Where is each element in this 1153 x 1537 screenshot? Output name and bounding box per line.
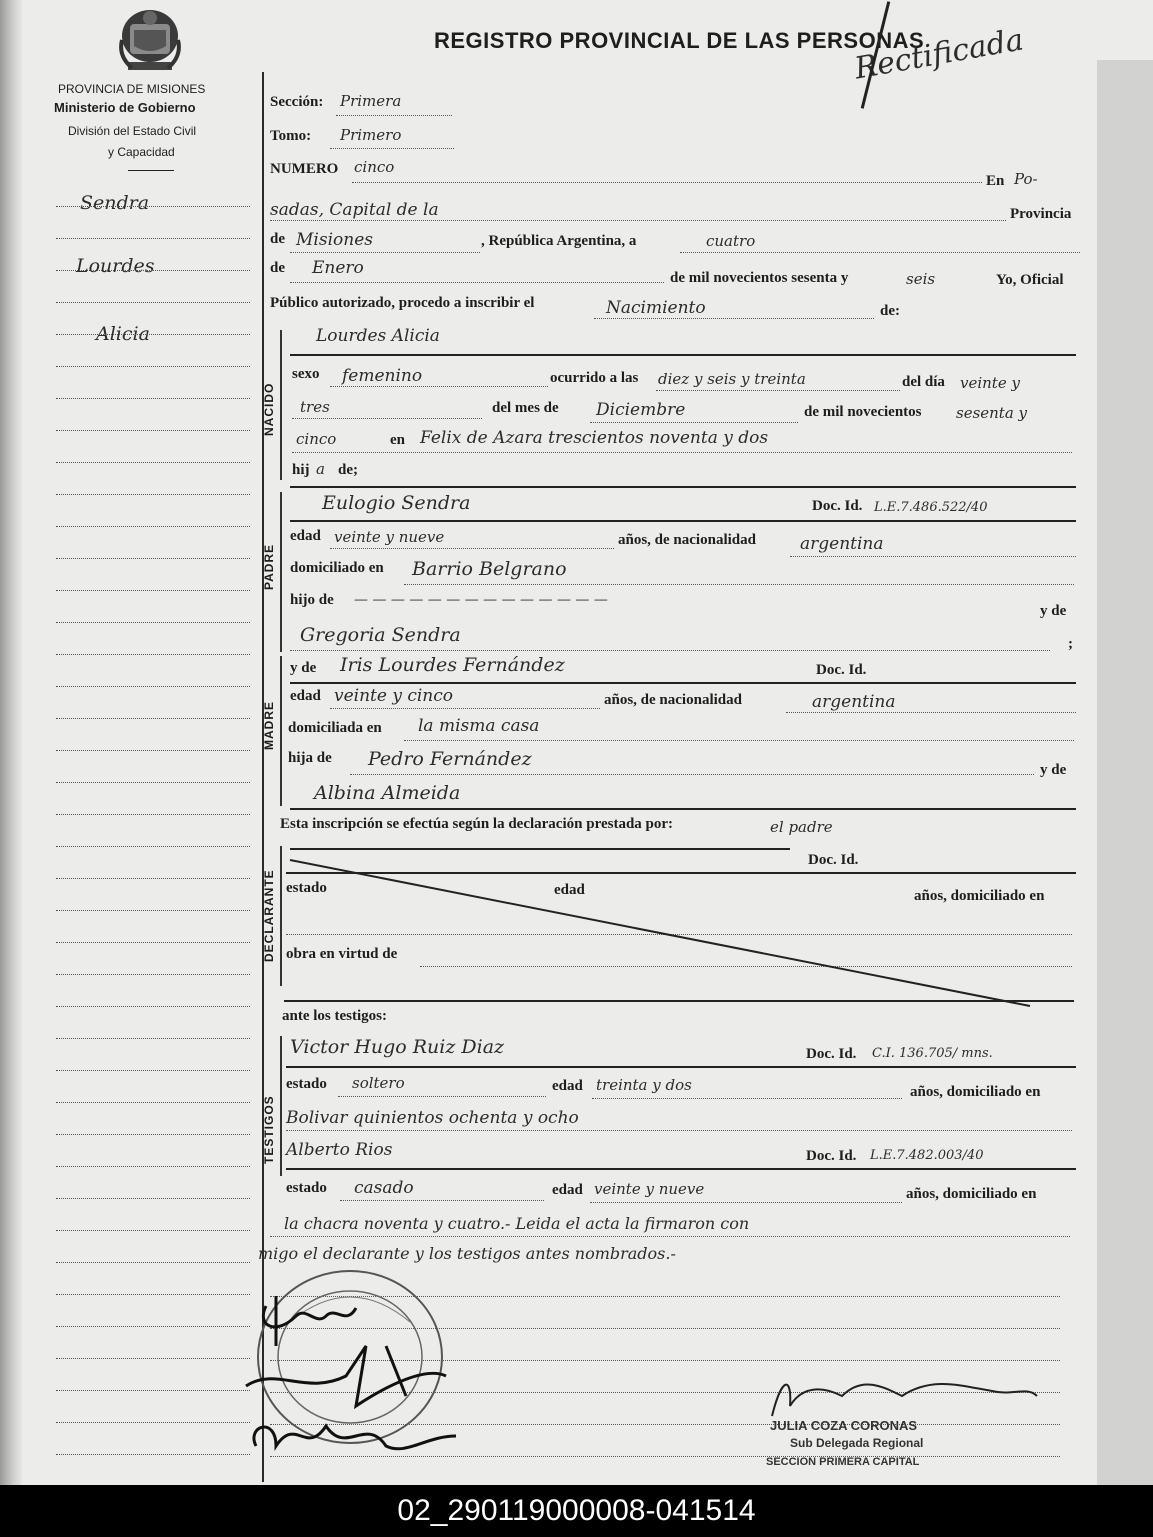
- month-value: Enero: [312, 258, 364, 278]
- registry-title: REGISTRO PROVINCIAL DE LAS PERSONAS: [434, 28, 925, 53]
- stamp-line-2: Sub Delegada Regional: [790, 1436, 924, 1450]
- binding-fold: [0, 0, 22, 1485]
- margin-rule: [56, 910, 250, 911]
- anio2-value: cinco: [296, 430, 337, 448]
- province-value: Misiones: [296, 230, 373, 250]
- margin-rule: [56, 686, 250, 687]
- padre-domicilio-label: domiciliado en: [290, 560, 384, 576]
- testigo2-estado-value: casado: [354, 1178, 414, 1198]
- agency-line-3: División del Estado Civil: [68, 124, 197, 138]
- madre-edad-value: veinte y cinco: [334, 686, 454, 706]
- margin-rule: [56, 814, 250, 815]
- stamp-line-1: JULIA COZA CORONAS: [770, 1418, 918, 1433]
- margin-rule: [56, 750, 250, 751]
- header-rule: [128, 170, 174, 171]
- declarante-section-label: DECLARANTE: [262, 869, 276, 962]
- margin-rule: [56, 622, 250, 623]
- declarante-edad-label: edad: [554, 882, 585, 898]
- declarante-doc-label: Doc. Id.: [808, 852, 859, 868]
- margin-rule: [56, 1422, 250, 1423]
- margin-rule: [56, 1262, 250, 1263]
- day-value: cuatro: [706, 232, 756, 250]
- testigo2-domicilio: la chacra noventa y cuatro.- Leida el acta la firmaron con: [284, 1214, 750, 1233]
- sexo-value: femenino: [342, 366, 423, 386]
- page-edge: [1097, 60, 1153, 1485]
- margin-rule: [56, 302, 250, 303]
- margin-rule: [56, 1038, 250, 1039]
- madre-domicilio-label: domiciliada en: [288, 720, 382, 736]
- testigo2-anios-label: años, domiciliado en: [906, 1186, 1037, 1202]
- margin-rule: [56, 1454, 250, 1455]
- margin-rule: [56, 1230, 250, 1231]
- closing-line: migo el declarante y los testigos antes nombrados.-: [258, 1244, 676, 1263]
- en-label: En: [986, 173, 1005, 189]
- testigo1-anios-label: años, domiciliado en: [910, 1084, 1041, 1100]
- padre-doc-label: Doc. Id.: [812, 498, 863, 514]
- rectificada-annotation: Rectificada: [852, 22, 1027, 87]
- testigo1-doc-label: Doc. Id.: [806, 1046, 857, 1062]
- dia2-value: tres: [300, 398, 330, 416]
- padre-section-label: PADRE: [262, 543, 276, 590]
- testigo2-doc-label: Doc. Id.: [806, 1148, 857, 1164]
- year-label: de mil novecientos sesenta y: [670, 270, 849, 286]
- testigos-intro: ante los testigos:: [282, 1008, 387, 1024]
- madre-section-label: MADRE: [262, 701, 276, 750]
- hora-value: diez y seis y treinta: [658, 370, 806, 388]
- testigo2-edad-value: veinte y nueve: [594, 1180, 705, 1198]
- margin-rule: [56, 1006, 250, 1007]
- declaracion-value: el padre: [770, 818, 833, 836]
- testigo2-name: Alberto Rios: [286, 1140, 393, 1160]
- mes-label: del mes de: [492, 400, 559, 416]
- padre-madre-name: Gregoria Sendra: [300, 624, 461, 646]
- margin-rule: [56, 398, 250, 399]
- seccion-label: Sección:: [270, 94, 324, 110]
- provincia-label: Provincia: [1010, 206, 1072, 222]
- padre-semicolon: ;: [1068, 636, 1073, 652]
- coat-of-arms-emblem: [118, 6, 182, 80]
- testigo1-domicilio: Bolivar quinientos ochenta y ocho: [286, 1108, 579, 1128]
- margin-rule: [56, 1166, 250, 1167]
- margin-name-2: Alicia: [96, 323, 150, 345]
- mes-value: Diciembre: [596, 400, 686, 420]
- ocurrido-label: ocurrido a las: [550, 370, 639, 386]
- margin-rule: [56, 878, 250, 879]
- nacido-bracket: [280, 330, 288, 480]
- official-signature: [762, 1366, 1042, 1426]
- anio-value: sesenta y: [956, 404, 1028, 422]
- margin-rule: [56, 334, 250, 335]
- margin-rule: [56, 846, 250, 847]
- margin-rule: [56, 1102, 250, 1103]
- padre-edad-value: veinte y nueve: [334, 528, 445, 546]
- margin-rule: [56, 654, 250, 655]
- numero-value: cinco: [354, 158, 395, 176]
- margin-rule: [56, 206, 250, 207]
- tomo-value: Primero: [340, 126, 402, 144]
- acto-value: Nacimiento: [606, 298, 706, 318]
- lugar-value: Felix de Azara trescientos noventa y dos: [420, 428, 769, 448]
- year-value: seis: [906, 270, 936, 288]
- testigo2-estado-label: estado: [286, 1180, 327, 1196]
- city-value: sadas, Capital de la: [270, 200, 439, 220]
- madre-hija-label: hija de: [288, 750, 332, 766]
- madre-y-de-label: y de: [290, 660, 317, 676]
- sexo-label: sexo: [292, 366, 320, 382]
- testigo1-estado-label: estado: [286, 1076, 327, 1092]
- nacido-section-label: NACIDO: [262, 382, 276, 436]
- stamp-line-3: SECCION PRIMERA CAPITAL: [766, 1456, 920, 1468]
- agency-line-2: Ministerio de Gobierno: [54, 100, 196, 115]
- testigo2-edad-label: edad: [552, 1182, 583, 1198]
- en-value: Po-: [1014, 170, 1038, 188]
- margin-rule: [56, 590, 250, 591]
- declarante-anios-label: años, domiciliado en: [914, 888, 1045, 904]
- testigo1-edad-label: edad: [552, 1078, 583, 1094]
- hij-de-label: de;: [338, 462, 358, 478]
- margin-rule: [56, 1294, 250, 1295]
- declarante-strike-line: [286, 856, 1046, 1012]
- madre-anios-label: años, de nacionalidad: [604, 692, 742, 708]
- agency-line-4: y Capacidad: [108, 145, 175, 159]
- padre-anios-label: años, de nacionalidad: [618, 532, 756, 548]
- nacido-name-rule: [290, 354, 1076, 356]
- declarante-obra-label: obra en virtud de: [286, 946, 398, 962]
- padre-y-de-label: y de: [1040, 603, 1067, 619]
- hij-value: a: [316, 460, 325, 478]
- margin-rule: [56, 942, 250, 943]
- margin-rule: [56, 270, 250, 271]
- madre-abuela: Albina Almeida: [314, 782, 461, 804]
- testigo1-name: Victor Hugo Ruiz Diaz: [290, 1036, 505, 1058]
- margin-rule: [56, 974, 250, 975]
- padre-domicilio-value: Barrio Belgrano: [412, 558, 567, 580]
- publico-label: Público autorizado, procedo a inscribir el: [270, 295, 535, 311]
- margin-rule: [56, 718, 250, 719]
- handwritten-signatures: [236, 1286, 506, 1476]
- madre-doc-label: Doc. Id.: [816, 662, 867, 678]
- margin-rule: [56, 462, 250, 463]
- madre-bracket: [280, 656, 288, 806]
- padre-name: Eulogio Sendra: [322, 492, 471, 514]
- nacido-name: Lourdes Alicia: [316, 326, 440, 346]
- madre-edad-label: edad: [290, 688, 321, 704]
- scan-id-footer: 02_290119000008-041514: [0, 1485, 1153, 1537]
- margin-rule: [56, 1390, 250, 1391]
- nacido-bottom-rule: [290, 486, 1076, 488]
- testigo1-doc-value: C.I. 136.705/ mns.: [872, 1046, 993, 1061]
- numero-label: NUMERO: [270, 161, 339, 177]
- madre-name: Iris Lourdes Fernández: [340, 654, 565, 676]
- agency-line-1: PROVINCIA DE MISIONES: [58, 82, 206, 96]
- de-label-2: de: [270, 260, 285, 276]
- margin-rule: [56, 1326, 250, 1327]
- margin-rule: [56, 1358, 250, 1359]
- republica-label: , República Argentina, a: [481, 233, 637, 249]
- margin-rule: [56, 430, 250, 431]
- padre-bracket: [280, 492, 288, 652]
- testigo2-doc-value: L.E.7.482.003/40: [870, 1148, 984, 1163]
- margin-rule: [56, 494, 250, 495]
- testigo1-edad-value: treinta y dos: [596, 1076, 692, 1094]
- madre-hija-value: Pedro Fernández: [368, 748, 532, 770]
- declarante-estado-label: estado: [286, 880, 327, 896]
- oficial-label: Yo, Oficial: [996, 272, 1064, 288]
- testigo1-estado-value: soltero: [352, 1074, 405, 1092]
- madre-domicilio-value: la misma casa: [418, 716, 540, 736]
- margin-rule: [56, 366, 250, 367]
- declaracion-text: Esta inscripción se efectúa según la declaración prestada por:: [280, 816, 674, 832]
- del-dia-label: del día: [902, 374, 945, 390]
- margin-rule: [56, 558, 250, 559]
- margin-rule: [56, 238, 250, 239]
- lugar-en-label: en: [390, 432, 405, 448]
- de-label-3: de:: [880, 303, 900, 319]
- padre-nacionalidad: argentina: [800, 534, 884, 554]
- testigos-section-label: TESTIGOS: [262, 1095, 276, 1164]
- margin-rule: [56, 526, 250, 527]
- margin-name-1: Lourdes: [76, 255, 155, 277]
- padre-edad-label: edad: [290, 528, 321, 544]
- margin-rule: [56, 1134, 250, 1135]
- madre-y-de2-label: y de: [1040, 762, 1067, 778]
- padre-hijo-label: hijo de: [290, 592, 334, 608]
- padre-doc-value: L.E.7.486.522/40: [874, 500, 988, 515]
- margin-surname: Sendra: [80, 192, 150, 214]
- tomo-label: Tomo:: [270, 128, 312, 144]
- madre-nacionalidad: argentina: [812, 692, 896, 712]
- margin-rule: [56, 1198, 250, 1199]
- hij-label: hij: [292, 462, 310, 478]
- de-label-1: de: [270, 231, 285, 247]
- margin-rule: [56, 782, 250, 783]
- mil-label: de mil novecientos: [804, 404, 922, 420]
- margin-rule: [56, 1070, 250, 1071]
- dia-value: veinte y: [960, 374, 1020, 392]
- seccion-value: Primera: [340, 92, 402, 110]
- padre-hijo-value: — — — — — — — — — — — — — —: [354, 592, 608, 608]
